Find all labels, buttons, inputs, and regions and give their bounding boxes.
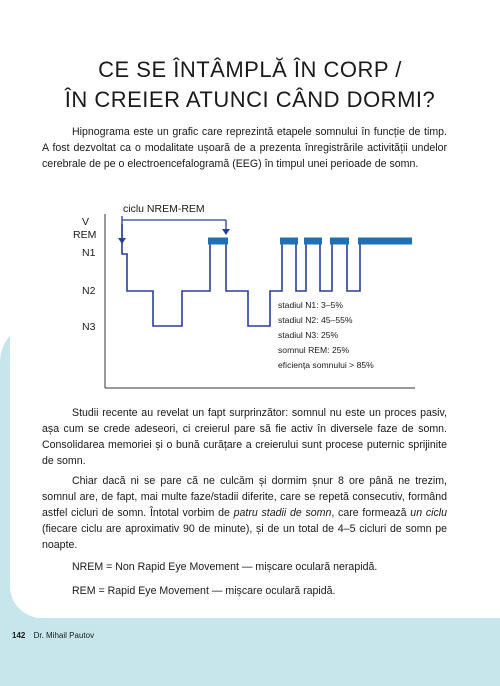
page-footer bbox=[12, 631, 94, 640]
cycle-label: ciclu NREM-REM bbox=[123, 203, 205, 215]
paragraph-text: Studii recente au revelat un fapt surprinzător: somnul nu este un proces pasiv, așa cum se crede adeseori, ci creierul pare să fie activ în diversele faze de somn. Consolidarea memoriei și o bună curățare a creierului sunt procese puternic sprijinite de somn. bbox=[42, 407, 447, 467]
author-name: Dr. Mihail Pautov bbox=[33, 631, 95, 640]
stage-label-v: V bbox=[82, 216, 90, 228]
paragraph-text: Hipnograma este un grafic care reprezintă etapele somnului în funcție de timp. A fost dezvoltat ca o modalitate ușoară de a prezenta înregistrările activității undelor cerebrale de pe o electroencefalogramă (EEG) în timpul unei perioade de somn. bbox=[42, 126, 447, 170]
stage-percentage-item: stadiul N3: 25% bbox=[278, 330, 339, 340]
hypnogram-plot bbox=[122, 224, 412, 326]
hypnogram-chart bbox=[60, 198, 420, 398]
stage-label-n2: N2 bbox=[82, 285, 96, 297]
stage-label-rem: REM bbox=[73, 229, 97, 241]
definition-nrem bbox=[42, 559, 447, 575]
rem-block bbox=[330, 238, 349, 245]
stage-percentage-item: stadiul N1: 3–5% bbox=[278, 300, 343, 310]
stage-label-n3: N3 bbox=[82, 321, 96, 333]
stage-percentage-item: eficiența somnului > 85% bbox=[278, 360, 374, 370]
paragraph-text: (fiecare ciclu are aproximativ 90 de minute), și de un total de 4–5 cicluri de somn pe noapte. bbox=[42, 523, 447, 551]
emphasis-four-stages: patru stadii de somn bbox=[233, 507, 332, 519]
rem-block bbox=[208, 238, 228, 245]
paragraph-sleep-cycles bbox=[42, 473, 447, 553]
page-number: 142 bbox=[12, 631, 26, 640]
paragraph-hypnogram-intro bbox=[42, 124, 447, 172]
definition-rem bbox=[42, 583, 447, 599]
rem-block bbox=[358, 238, 412, 245]
paragraph-text: , care formează bbox=[331, 507, 411, 519]
emphasis-one-cycle: un ciclu bbox=[410, 507, 448, 519]
title-line-2: ÎN CREIER ATUNCI CÂND DORMI? bbox=[64, 86, 436, 112]
paragraph-active-brain bbox=[42, 405, 447, 469]
page-title bbox=[0, 55, 500, 115]
rem-block bbox=[280, 238, 298, 245]
stage-percentages bbox=[278, 300, 374, 370]
paragraph-text: NREM = Non Rapid Eye Movement — mișcare oculară nerapidă. bbox=[72, 561, 378, 573]
cycle-arrow-right bbox=[222, 229, 230, 235]
stage-percentage-item: somnul REM: 25% bbox=[278, 345, 350, 355]
rem-block bbox=[304, 238, 322, 245]
stage-label-n1: N1 bbox=[82, 247, 96, 259]
stage-percentage-item: stadiul N2: 45–55% bbox=[278, 315, 353, 325]
stage-labels bbox=[73, 216, 96, 333]
paragraph-text: Chiar dacă ni se pare că ne culcăm și dormim șnur 8 ore până ne trezim, somnul are, de fapt, mai multe faze/stadii diferite, care se repetă consecutiv, formând astfel cicluri de somn. Întotal vorbim de bbox=[42, 475, 447, 519]
paragraph-text: REM = Rapid Eye Movement — mișcare oculară rapidă. bbox=[72, 585, 336, 597]
title-line-1: CE SE ÎNTÂMPLĂ ÎN CORP / bbox=[98, 56, 402, 82]
